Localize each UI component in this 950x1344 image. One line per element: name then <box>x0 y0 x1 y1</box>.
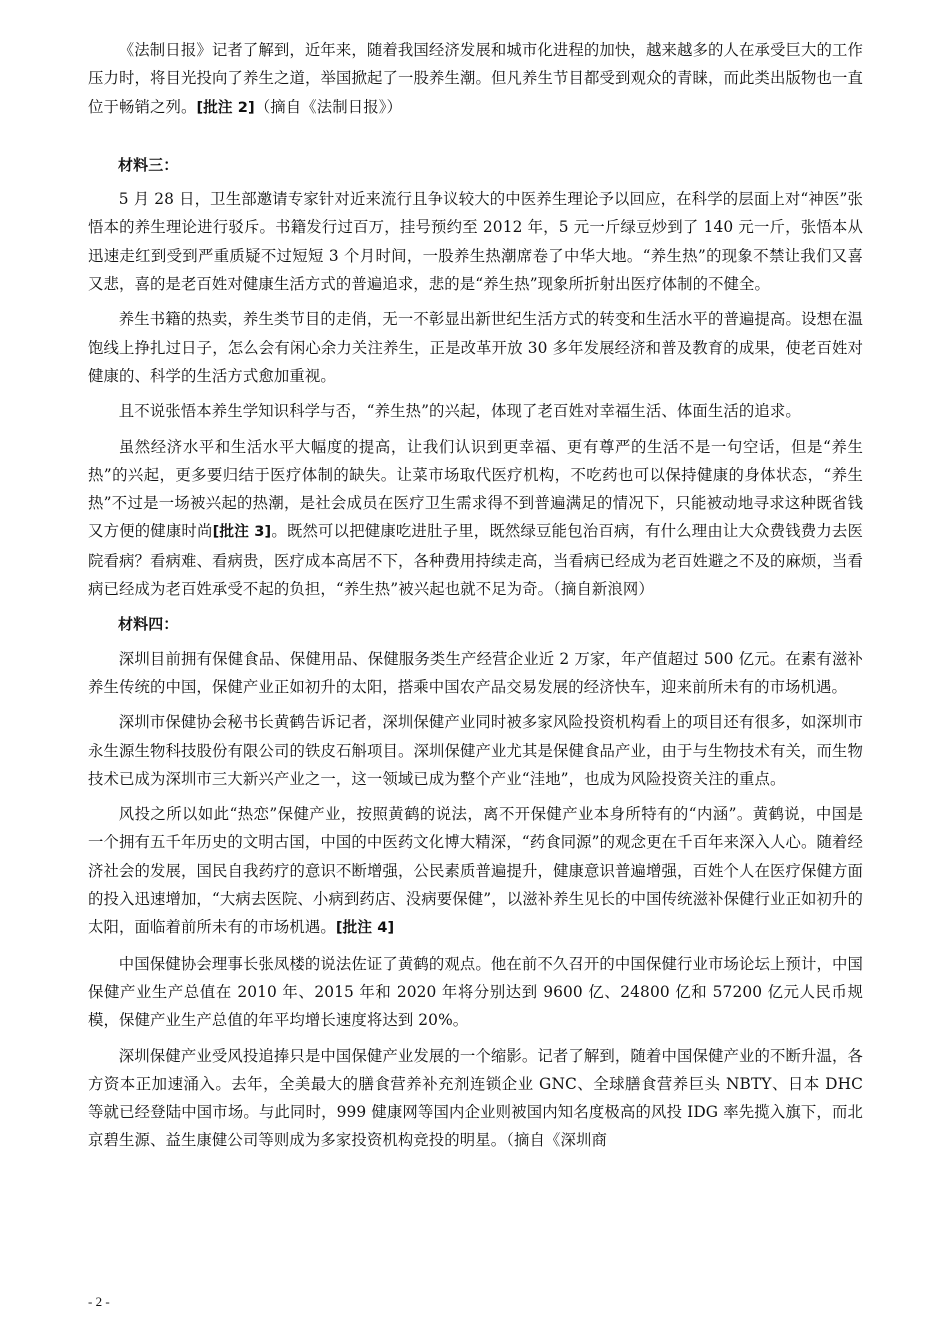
paragraph-shenzhen-industry: 深圳目前拥有保健食品、保健用品、保健服务类生产经营企业近 2 万家，年产值超过 500 亿元。在素有滋补养生传统的中国，保健产业正如初升的太阳，搭乘中国农产品交易发展的经济快车，迎来前所未有的市场机遇。 <box>88 649 863 696</box>
page-number: - 2 - <box>88 1294 110 1309</box>
paragraph-pursuit: 且不说张悟本养生学知识科学与否，“养生热”的兴起，体现了老百姓对幸福生活、体面生活的追求。 <box>118 402 801 421</box>
source-citation: （摘自《法制日报》） <box>254 97 403 116</box>
annotation-marker-3: [批注 3] <box>212 523 272 541</box>
paragraph-industry-forecast: 中国保健协会理事长张凤楼的说法佐证了黄鹤的观点。他在前不久召开的中国保健行业市场论坛上预计，中国保健产业生产总值在 2010 年、2015 年和 2020 年将分别达到 9600 亿、24800 亿和 57200 亿元人民币规模，保健产业生产总值的年平均增长速度将达到 20%。 <box>88 954 863 1030</box>
paragraph-text: 虽然经济水平和生活水平大幅度的提高，让我们认识到更幸福、更有尊严的生活不是一句空话，但是“养生热”的兴起，更多要归结于医疗体制的缺失。让菜市场取代医疗机构，不吃药也可以保持健康的身体状态，“养生热”不过是一场被兴起的热潮，是社会成员在医疗卫生需求得不到普遍满足的情况下，只能被动地寻求这种既省钱又方便的健康时尚 <box>88 437 863 541</box>
paragraph-material-3-intro: 5 月 28 日，卫生部邀请专家针对近来流行且争议较大的中医养生理论予以回应，在科学的层面上对“神医”张悟本的养生理论进行驳斥。书籍发行过百万，挂号预约至 2012 年，5 元一斤绿豆炒到了 140 元一斤，张悟本从迅速走红到受到严重质疑不过短短 3 个月时间，一股养生热潮席卷了中华大地。“养生热”的现象不禁让我们又喜又悲，喜的是老百姓对健康生活方式的普遍追求，悲的是“养生热”现象所折射出医疗体制的不健全。 <box>88 190 863 294</box>
paragraph-huanghe-interview: 深圳市保健协会秘书长黄鹤告诉记者，深圳保健产业同时被多家风险投资机构看上的项目还有很多，如深圳市永生源生物科技股份有限公司的铁皮石斛项目。深圳保健产业尤其是保健食品产业，由于与生物技术有关，而生物技术已成为深圳市三大新兴产业之一，这一领域已成为整个产业“洼地”，也成为风险投资关注的重点。 <box>88 713 863 788</box>
annotation-marker-4: [批注 4] <box>335 919 395 937</box>
paragraph-venture-capital <box>88 800 863 942</box>
paragraph-text: 《法制日报》记者了解到，近年来，随着我国经济发展和城市化进程的加快，越来越多的人在承受巨大的工作压力时，将目光投向了养生之道，举国掀起了一股养生潮。但凡养生节目都受到观众的青睐，而此类出版物也一直位于畅销之列。 <box>88 41 863 116</box>
heading-material-4: 材料四： <box>118 615 179 634</box>
paragraph-text-tail: 。既然可以把健康吃进肚子里，既然绿豆能包治百病，有什么理由让大众费钱费力去医院看病？看病难、看病贵，医疗成本高居不下，各种费用持续走高，当看病已经成为老百姓避之不及的麻烦，当看病已经成为老百姓承受不起的负担，“养生热”被兴起也就不足为奇。（摘自新浪网） <box>88 522 863 599</box>
paragraph-fazhi-ribao <box>88 36 863 122</box>
paragraph-medical-system <box>88 433 863 604</box>
heading-material-3: 材料三： <box>118 155 179 174</box>
section-gap <box>88 129 863 151</box>
annotation-marker-2: [批注 2] <box>196 98 255 116</box>
paragraph-text: 风投之所以如此“热恋”保健产业，按照黄鹤的说法，离不开保健产业本身所特有的“内涵”。黄鹤说，中国是一个拥有五千年历史的文明古国，中国的中医药文化博大精深，“药食同源”的观念更在千百年来深入人心。随着经济社会的发展，国民自我药疗的意识不断增强，公民素质普遍提升，健康意识普遍增强，百姓个人在医疗保健方面的投入迅速增加，“大病去医院、小病到药店、没病要保健”，以滋补养生见长的中国传统滋补保健行业正如初升的太阳，面临着前所未有的市场机遇。 <box>88 805 863 937</box>
document-page <box>88 36 863 1162</box>
paragraph-health-books: 养生书籍的热卖，养生类节目的走俏，无一不彰显出新世纪生活方式的转变和生活水平的普遍提高。设想在温饱线上挣扎过日子，怎么会有闲心余力关注养生，正是改革开放 30 多年发展经济和普及教育的成果，使老百姓对健康的、科学的生活方式愈加重视。 <box>88 310 863 385</box>
paragraph-capital-inflow: 深圳保健产业受风投追捧只是中国保健产业发展的一个缩影。记者了解到，随着中国保健产业的不断升温，各方资本正加速涌入。去年，全美最大的膳食营养补充剂连锁企业 GNC、全球膳食营养巨头 NBTY、日本 DHC 等就已经登陆中国市场。与此同时，999 健康网等国内企业则被国内知名度极高的风投 IDG 率先揽入旗下，而北京碧生源、益生康健公司等则成为多家投资机构竞投的明星。（摘自《深圳商 <box>88 1046 863 1150</box>
